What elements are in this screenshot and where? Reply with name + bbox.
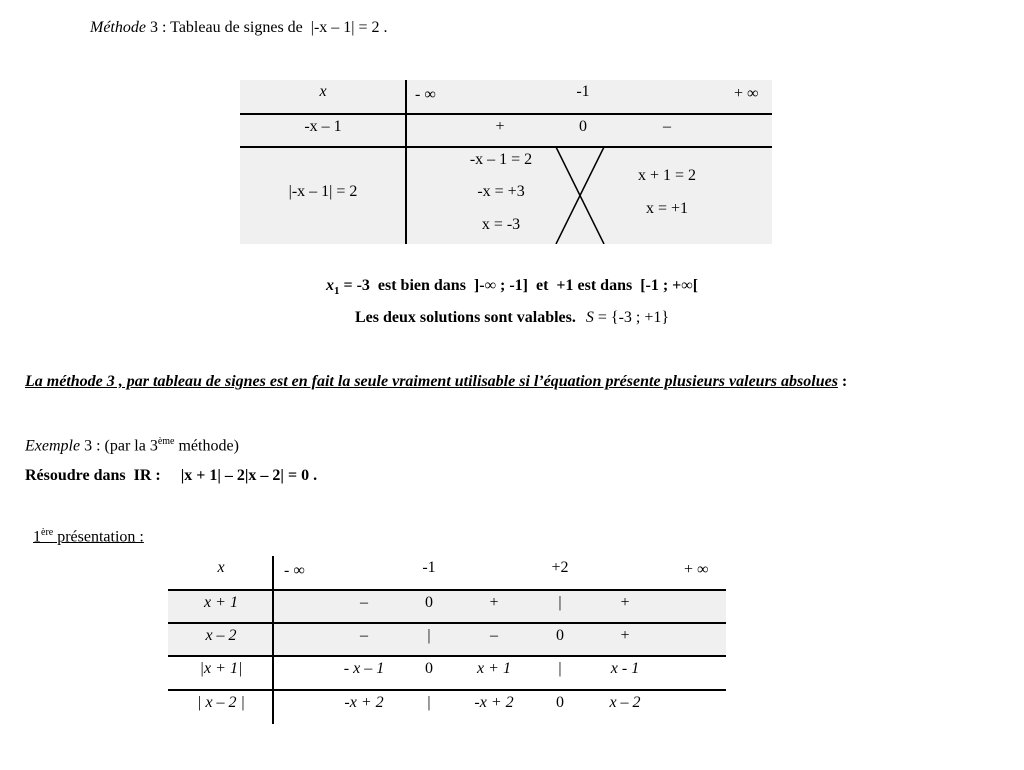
table1-left-line-3: x = -3	[481, 216, 521, 233]
table2-cell: -x + 2	[474, 694, 514, 711]
method-note	[25, 373, 847, 391]
example-word: Exemple	[25, 437, 81, 455]
table2-cell: +	[620, 627, 630, 644]
presentation-label	[33, 527, 144, 546]
presentation-sup: ère	[41, 527, 54, 538]
table2-divider	[272, 556, 274, 724]
table2-row-label: | x – 2 |	[197, 694, 245, 711]
method-equation: |-x – 1| = 2 .	[310, 19, 388, 36]
table1-zero: 0	[579, 118, 587, 135]
table2-rule-2	[168, 622, 726, 624]
table1-minus-inf: - ∞	[415, 86, 436, 103]
solution-set-var: S	[585, 309, 594, 326]
table2-cell: 0	[425, 594, 433, 611]
table2-cell: 0	[556, 627, 564, 644]
conclusion-line-1	[0, 277, 1024, 297]
table2-cell: x – 2	[609, 694, 641, 711]
conclusion-sub: 1	[333, 285, 340, 298]
table1-left-line-2: -x = +3	[477, 183, 525, 200]
method-note-text: La méthode 3 , par tableau de signes est en fait la seule vraiment utilisable si l’équation présente plusieurs valeurs absolues	[25, 373, 838, 390]
table2-root-1: -1	[422, 559, 436, 576]
table2-rule-3	[168, 655, 726, 657]
table2-cell: |	[558, 660, 562, 677]
table2-cell: 0	[556, 694, 564, 711]
conclusion-valid: Les deux solutions sont valables.	[354, 309, 576, 326]
method-note-suffix: :	[837, 373, 848, 390]
table1-expr-label: -x – 1	[304, 118, 342, 135]
table2-cell: |	[427, 627, 431, 644]
method-heading	[90, 19, 388, 37]
table2-cell: x + 1	[477, 660, 511, 677]
table2-cell: |	[558, 594, 562, 611]
table2-cell: –	[360, 627, 368, 644]
table1-right-line-1: x + 1 = 2	[637, 167, 697, 184]
table1-right-line-2: x = +1	[645, 200, 689, 217]
table1-abs-label: |-x – 1| = 2	[288, 183, 358, 200]
table2-var-label: x	[217, 559, 225, 576]
table2-shade-2	[168, 622, 726, 655]
conclusion-var: x	[325, 277, 334, 294]
solve-equation: |x + 1| – 2|x – 2| = 0 .	[180, 467, 318, 484]
table1-sign-left: +	[495, 118, 505, 135]
presentation-text: présentation :	[53, 528, 144, 546]
table1-plus-inf: + ∞	[734, 85, 759, 102]
example-text-post: méthode)	[174, 437, 239, 455]
table2-row-label: x + 1	[204, 594, 238, 611]
table2-cell: +	[489, 594, 499, 611]
sign-table-2	[168, 556, 726, 724]
table2-plus-inf: + ∞	[684, 561, 709, 578]
table2-row-label: x – 2	[205, 627, 237, 644]
method-title: Tableau de signes de	[170, 19, 303, 36]
table2-cell: x - 1	[610, 660, 640, 677]
table2-cell: - x – 1	[343, 660, 385, 677]
table2-minus-inf: - ∞	[284, 562, 305, 579]
table2-cell: -x + 2	[344, 694, 384, 711]
table1-sign-right: –	[663, 118, 671, 135]
conclusion-line-2	[0, 309, 1024, 327]
solve-label: Résoudre dans IR :	[25, 467, 161, 484]
table2-cell: –	[360, 594, 368, 611]
table1-var-label: x	[319, 83, 327, 100]
sign-table-1	[240, 80, 772, 244]
table1-left-line-1: -x – 1 = 2	[469, 151, 533, 168]
example-heading	[25, 436, 239, 455]
table2-rule-4	[168, 689, 726, 691]
table1-root: -1	[576, 83, 590, 100]
solve-instruction	[25, 467, 317, 485]
table2-cell: –	[490, 627, 498, 644]
table2-shade-1	[168, 590, 726, 622]
solution-set-value: = {-3 ; +1}	[593, 309, 670, 326]
table2-cell: 0	[425, 660, 433, 677]
method-word: Méthode	[90, 19, 146, 36]
table2-row-label: |x + 1|	[199, 660, 243, 677]
conclusion-text: = -3 est bien dans ]-∞ ; -1] et +1 est dans [-1 ; +∞[	[339, 277, 699, 294]
method-number: 3 :	[149, 19, 167, 36]
table2-root-2: +2	[551, 559, 569, 576]
table2-rule-1	[168, 589, 726, 591]
example-sup: ème	[157, 436, 175, 447]
table2-cell: +	[620, 594, 630, 611]
example-text-pre: 3 : (par la 3	[80, 437, 158, 455]
table2-cell: |	[427, 694, 431, 711]
presentation-num: 1	[33, 528, 41, 546]
